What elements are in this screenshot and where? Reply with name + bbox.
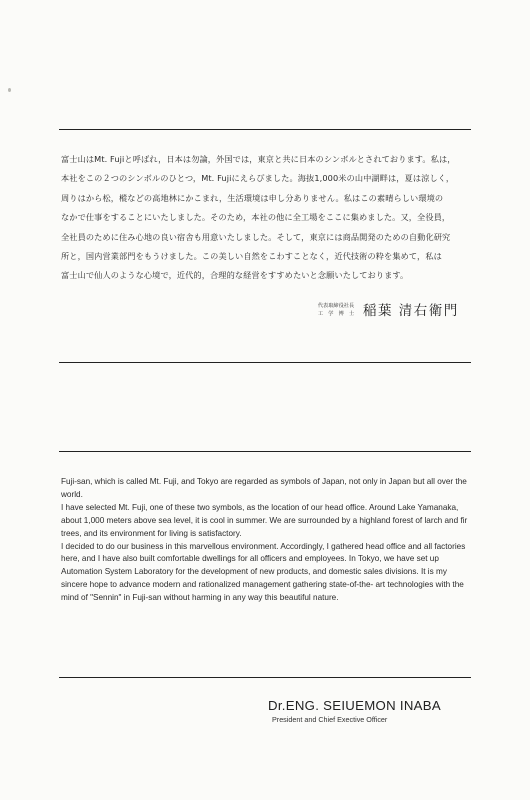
japanese-title-line2: 工 学 博 士 bbox=[317, 311, 355, 317]
english-paragraph: I have selected Mt. Fuji, one of these two symbols, as the location of our head office. Around Lake Yamanaka, about 1,000 meters above sea level, it is cool in summer. We are surrounded by a highland forest of larch and fir trees, and its environment for living is satisfactory. bbox=[61, 502, 468, 538]
english-signature-title: President and Chief Exective Officer bbox=[272, 715, 388, 724]
english-message bbox=[61, 476, 471, 605]
japanese-line: 周りはから松，樅などの高地林にかこまれ，生活環境は申し分ありません。私はこの素晴らしい環境の bbox=[61, 192, 444, 203]
divider-middle-2 bbox=[59, 451, 471, 452]
japanese-signature bbox=[300, 302, 470, 324]
japanese-title-line1: 代表取締役社長 bbox=[317, 303, 355, 309]
japanese-signature-title bbox=[308, 302, 364, 318]
japanese-message bbox=[61, 150, 469, 286]
divider-bottom bbox=[59, 677, 471, 678]
japanese-line: 所と，国内営業部門をもうけました。この美しい自然をこわすことなく，近代技術の粋を集めて，私は bbox=[61, 251, 442, 262]
paper-speck bbox=[8, 88, 11, 92]
english-paragraph: Fuji-san, which is called Mt. Fuji, and Tokyo are regarded as symbols of Japan, not only in Japan but all over the world. bbox=[61, 477, 467, 499]
divider-middle-1 bbox=[59, 362, 471, 363]
japanese-line: なかで仕事をすることにいたしました。そのため，本社の他に全工場をここに集めました。又，全役員， bbox=[61, 212, 451, 223]
japanese-signature-name: 稲葉 清右衛門 bbox=[363, 303, 459, 319]
japanese-line: 本社をこの２つのシンボルのひとつ，Mt. Fujiにえらびました。海抜1,000米の山中湖畔は，夏は涼しく， bbox=[61, 173, 455, 184]
japanese-line: 富士山で仙人のような心境で，近代的，合理的な経営をすすめたいと念願いたしております。 bbox=[61, 270, 409, 281]
japanese-line: 富士山はMt. Fujiと呼ばれ，日本は勿論，外国では，東京と共に日本のシンボルとされております。私は， bbox=[61, 154, 456, 164]
english-paragraph: I decided to do our business in this marvellous environment. Accordingly, I gathered head office and all factories here, and I have also built comfortable dwellings for all officers and employees. In Tokyo, we have set up Automation System Laboratory for the development of new products, and domestic sales divisions. It is my sincere hope to advance modern and rationalized management gathering state-of-the- art technologies with the mind of "Sennin" in Fuji-san without harming in any way this beautiful nature. bbox=[61, 541, 466, 603]
english-signature-name: Dr.ENG. SEIUEMON INABA bbox=[268, 698, 441, 713]
divider-top bbox=[59, 129, 471, 130]
japanese-line: 全社員のために住み心地の良い宿舎も用意いたしました。そして，東京には商品開発のための自動化研究 bbox=[61, 231, 451, 242]
